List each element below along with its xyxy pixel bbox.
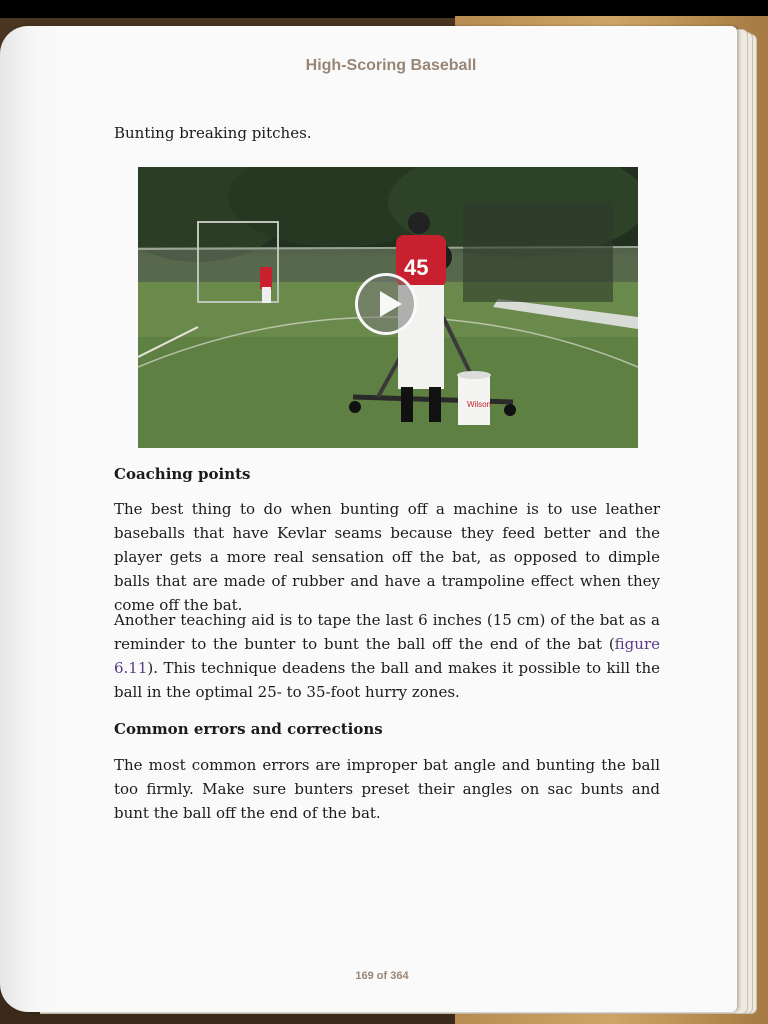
jersey-number: 45 [404, 255, 429, 280]
book-page[interactable] [0, 26, 737, 1012]
bucket-logo: Wilson [467, 400, 492, 409]
page-indicator: 169 of 364 [355, 970, 409, 982]
section-heading-errors: Common errors and corrections [114, 720, 383, 738]
play-icon[interactable] [355, 273, 417, 335]
figure-link[interactable]: figure 6.11 [114, 635, 660, 677]
paragraph-text-before: Another teaching aid is to tape the last 6 inches (15 cm) of the bat as a reminder to the bunter to bunt the ball off the end of the bat ( [114, 611, 660, 653]
intro-caption: Bunting breaking pitches. [114, 124, 312, 142]
paragraph-coaching-2 [114, 608, 660, 704]
video-player[interactable] [138, 167, 638, 448]
paragraph-errors-1: The most common errors are improper bat angle and bunting the ball too firmly. Make sure bunters preset their angles on sac bunts and bunt the ball off the end of the bat. [114, 756, 660, 822]
paragraph-text-after: ). This technique deadens the ball and makes it possible to kill the ball in the optimal 25- to 35-foot hurry zones. [114, 659, 660, 701]
section-heading-coaching: Coaching points [114, 465, 251, 483]
running-title: High-Scoring Baseball [305, 57, 477, 74]
paragraph-coaching-1: The best thing to do when bunting off a machine is to use leather baseballs that have Kevlar seams because they feed better and the player gets a more real sensation off the bat, as opposed to dimple balls that are made of rubber and have a trampoline effect when they come off the bat. [114, 500, 660, 614]
